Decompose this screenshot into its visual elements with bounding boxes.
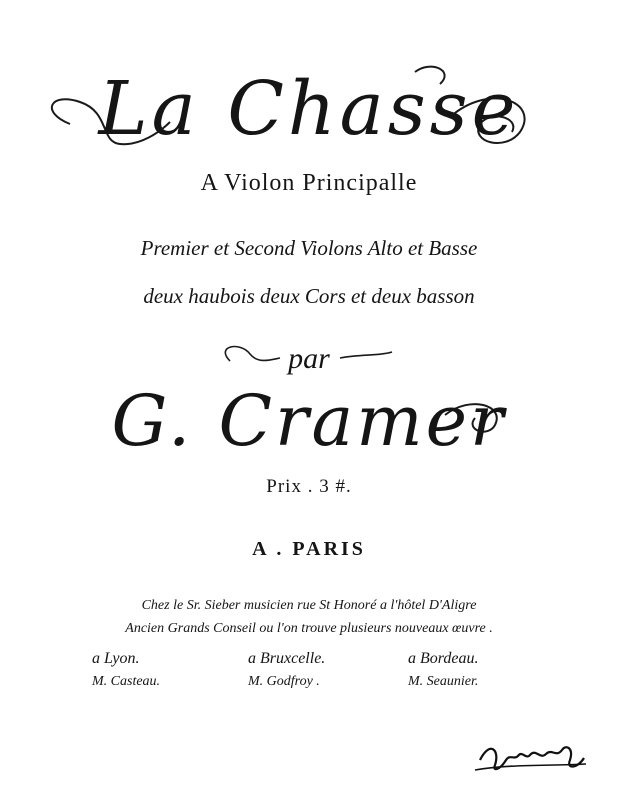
seller-city: a Bruxcelle. [248,650,326,667]
address-line-1: Chez le Sr. Sieber musicien rue St Honoré a l'hôtel D'Aligre [141,598,477,613]
seller-lyon [92,650,242,690]
seller-name: M. Casteau. [92,674,161,689]
title-block [0,62,618,172]
instruments-line-1: Premier et Second Violons Alto et Basse [140,236,478,260]
subtitle: A Violon Principalle [200,170,418,196]
seller-bruxelles [248,650,398,690]
place: A . PARIS [252,538,366,560]
address-line-2: Ancien Grands Conseil ou l'on trouve plusieurs nouveaux œuvre . [125,621,493,636]
sellers-list [0,650,618,700]
by-text: par [288,342,330,375]
seller-city: a Bordeau. [408,650,479,667]
seller-name: M. Seaunier. [408,674,479,689]
composer-name: G. Cramer [111,380,507,462]
instruments-line-2: deux haubois deux Cors et deux basson [143,284,475,308]
price: Prix . 3 #. [266,476,352,497]
page-title: La Chasse [98,66,520,152]
seller-bordeaux [408,650,558,690]
handwritten-signature [470,720,590,780]
seller-city: a Lyon. [92,650,140,667]
composer-block [0,380,618,480]
by-line [0,336,618,386]
seller-name: M. Godfroy . [248,674,320,689]
